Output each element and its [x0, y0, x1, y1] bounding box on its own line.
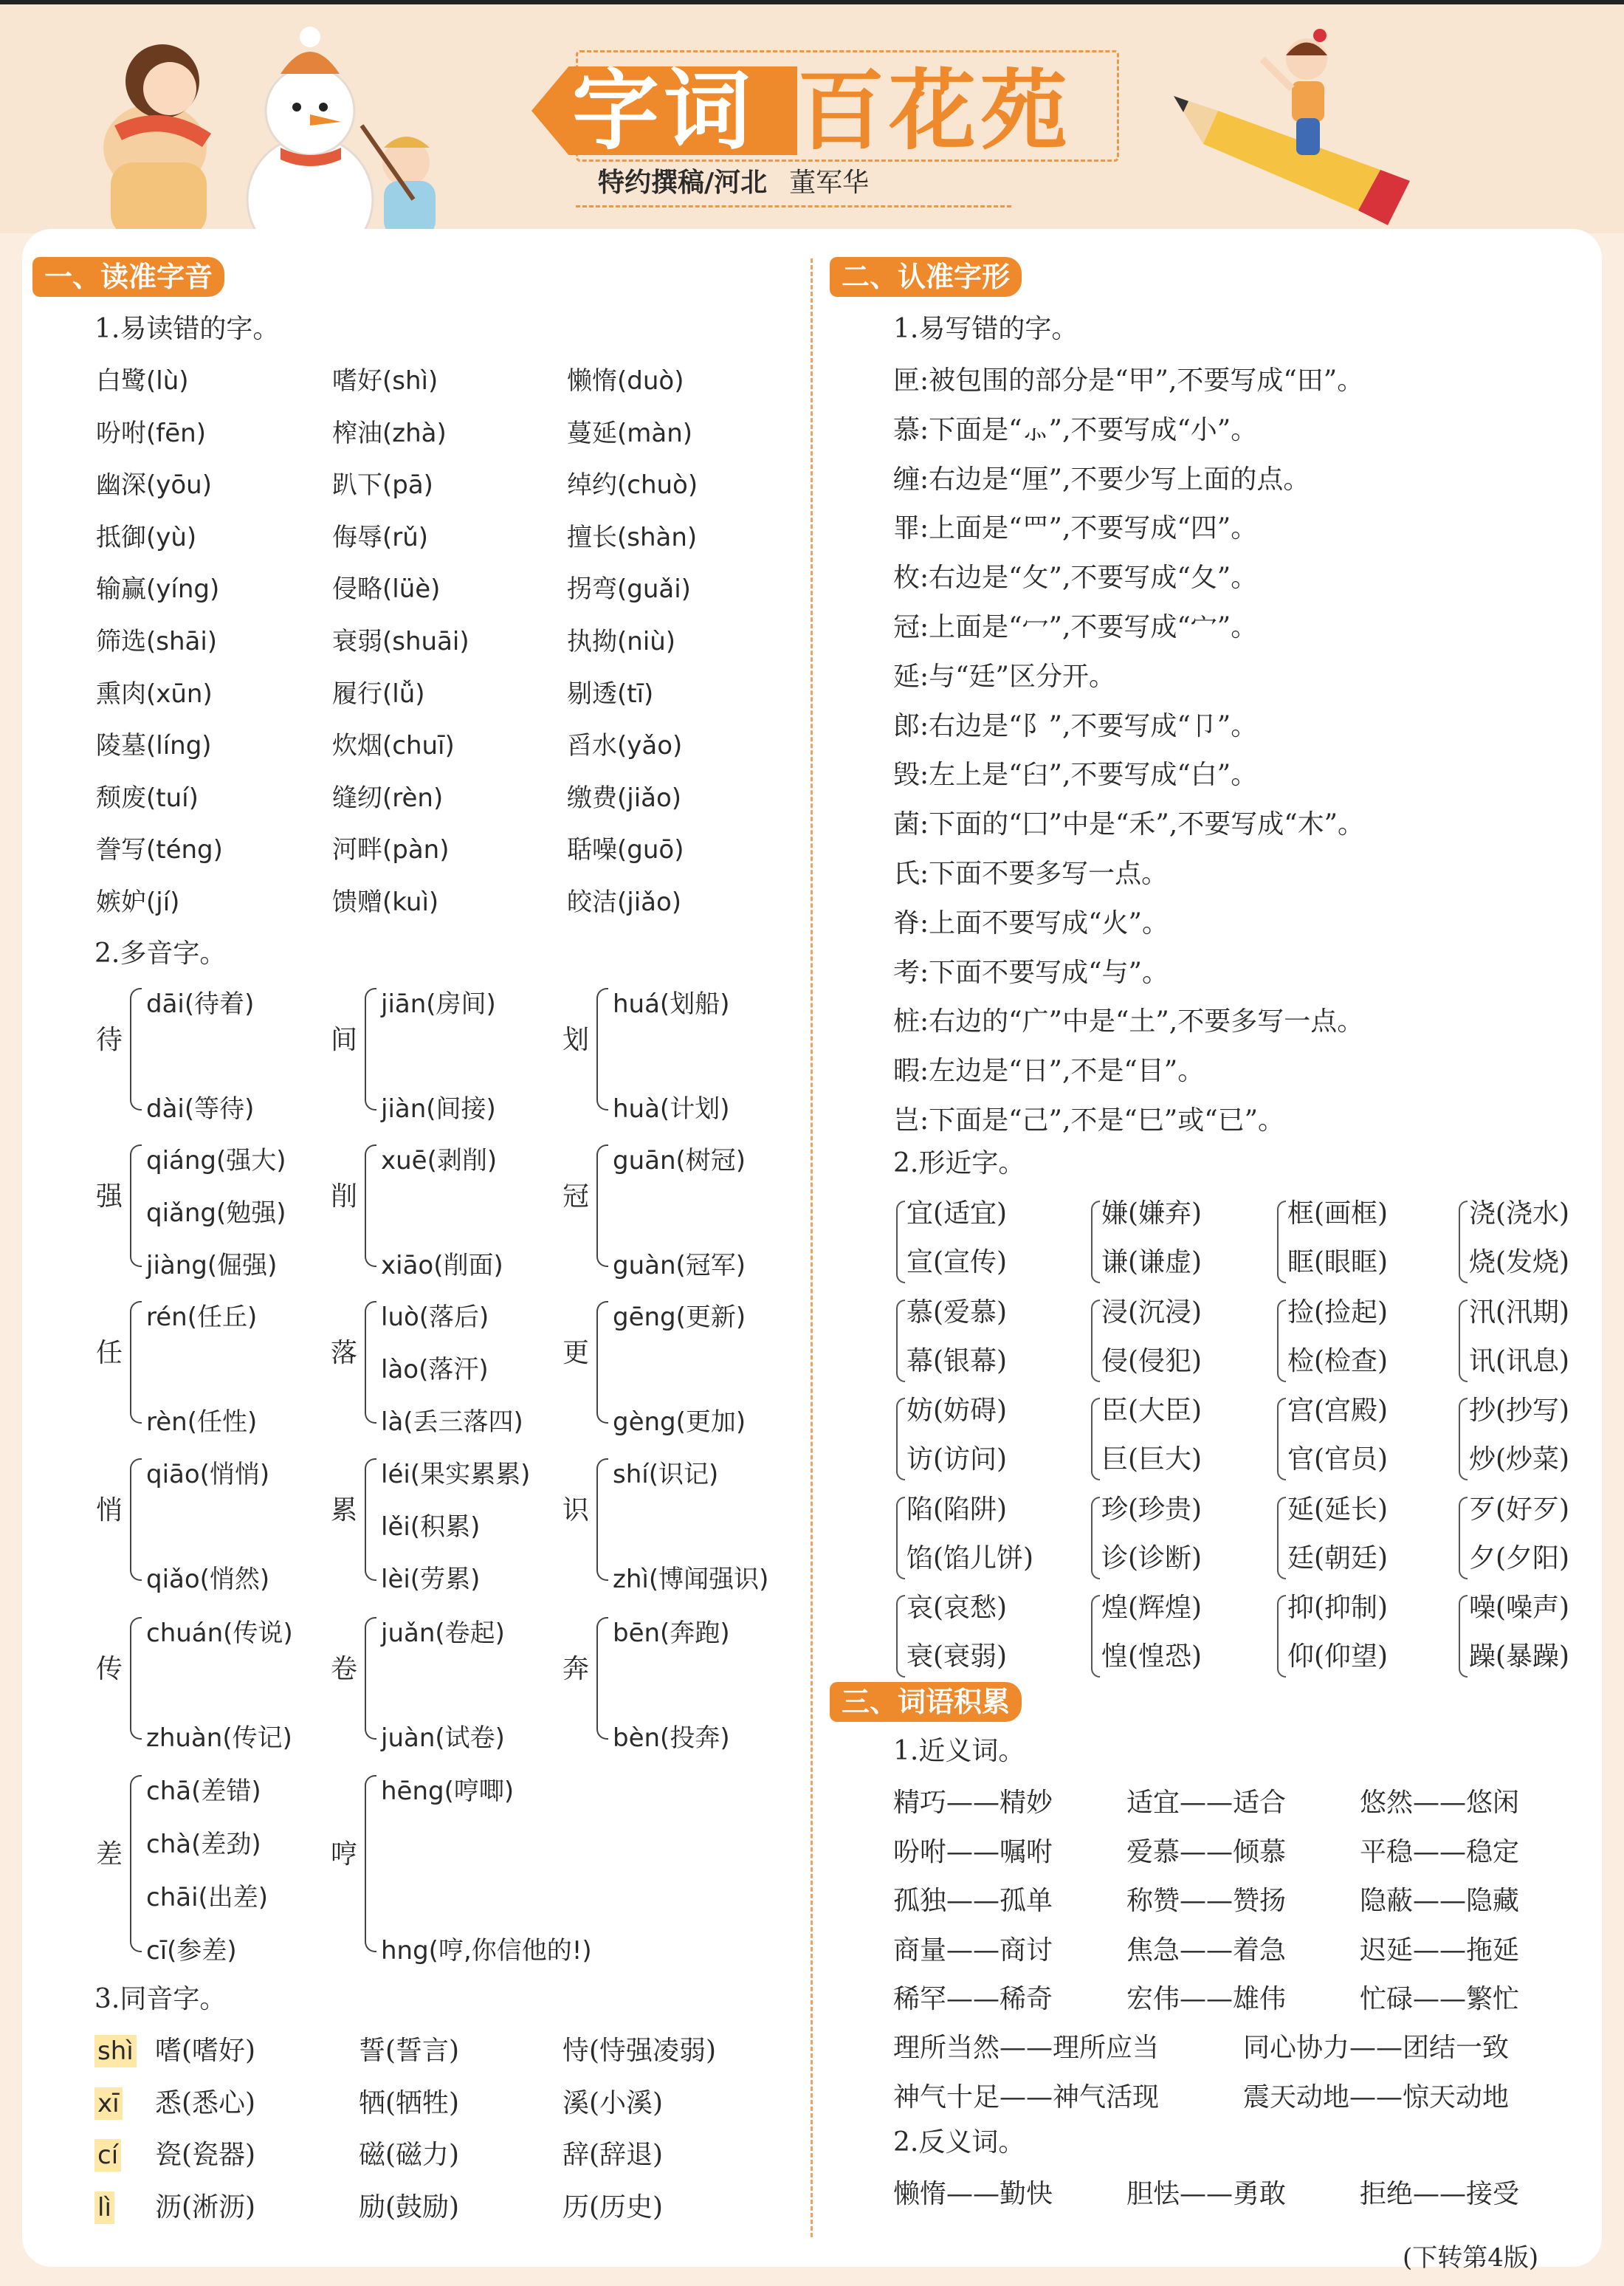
pair-bracket — [896, 1201, 905, 1283]
polyphone-char: 待 — [96, 1025, 123, 1055]
polyphone-reading: zhuàn(传记) — [146, 1723, 292, 1753]
pair-bracket — [1091, 1398, 1100, 1480]
snowman-illustration — [66, 15, 480, 236]
pinyin-entry: 趴下(pā) — [332, 470, 433, 501]
brace — [365, 1775, 376, 1952]
similar-char: 哀(哀愁) — [906, 1593, 1008, 1623]
rule-line: 慕:下面是“⺗”,不要写成“小”。 — [893, 414, 1258, 445]
pinyin-entry: 侮辱(rǔ) — [332, 522, 429, 552]
synonym-idiom: 震天动地——惊天动地 — [1243, 2081, 1510, 2112]
synonym-pair: 爱慕——倾慕 — [1126, 1836, 1287, 1867]
polyphone-reading: bēn(奔跑) — [613, 1619, 730, 1648]
pinyin-entry: 输赢(yíng) — [96, 574, 220, 605]
synonym-idiom: 同心协力——团结一致 — [1243, 2033, 1510, 2063]
polyphone-reading: dāi(待着) — [146, 989, 255, 1019]
polyphone-reading: chà(差劲) — [146, 1830, 261, 1859]
similar-char: 检(检查) — [1287, 1345, 1389, 1376]
polyphone-reading: juàn(试卷) — [381, 1723, 505, 1753]
pinyin-entry: 蔓延(màn) — [567, 418, 693, 448]
homophone-word: 恃(恃强凌弱) — [562, 2036, 717, 2066]
title-part-b: 百花苑 — [797, 60, 1073, 162]
pencil-illustration — [1159, 15, 1439, 236]
column-divider — [811, 258, 813, 2237]
pair-bracket — [1091, 1201, 1100, 1283]
polyphone-reading: huá(划船) — [613, 989, 730, 1019]
polyphone-reading: cī(参差) — [146, 1936, 237, 1966]
polyphone-char: 间 — [331, 1025, 358, 1055]
brace — [596, 1144, 608, 1267]
similar-char: 官(官员) — [1287, 1444, 1389, 1475]
rule-line: 缠:右边是“厘”,不要少写上面的点。 — [893, 464, 1310, 495]
polyphone-reading: léi(果实累累) — [381, 1460, 531, 1489]
pair-bracket — [1459, 1201, 1468, 1283]
pinyin-entry: 抵御(yù) — [96, 522, 197, 552]
rule-line: 郎:右边是“阝”,不要写成“卩”。 — [893, 710, 1258, 741]
pinyin-entry: 缴费(jiǎo) — [567, 783, 682, 813]
polyphone-reading: gèng(更加) — [613, 1407, 746, 1437]
pinyin-entry: 聒噪(guō) — [567, 835, 684, 865]
pair-bracket — [1277, 1398, 1286, 1480]
polyphone-reading: xiāo(削面) — [381, 1251, 503, 1280]
homophone-word: 励(鼓励) — [359, 2191, 460, 2222]
similar-char: 谦(谦虚) — [1101, 1247, 1202, 1277]
polyphone-reading: jiān(房间) — [381, 989, 496, 1019]
synonym-pair: 迟延——拖延 — [1360, 1935, 1520, 1966]
pinyin-entry: 剔透(tī) — [567, 679, 654, 709]
similar-char: 抄(抄写) — [1469, 1396, 1570, 1426]
polyphone-reading: lào(落汗) — [381, 1355, 489, 1384]
brace — [130, 1301, 142, 1424]
polyphone-char: 卷 — [331, 1654, 358, 1684]
pair-bracket — [1459, 1595, 1468, 1678]
pinyin-entry: 绰约(chuò) — [567, 470, 698, 501]
similar-char: 慕(爱慕) — [906, 1297, 1008, 1328]
similar-char: 仰(仰望) — [1287, 1641, 1389, 1672]
polyphone-char: 强 — [96, 1181, 123, 1212]
similar-char: 夕(夕阳) — [1469, 1542, 1570, 1573]
synonym-pair: 平稳——稳定 — [1360, 1836, 1520, 1867]
polyphone-reading: jiàng(倔强) — [146, 1251, 278, 1280]
similar-char: 炒(炒菜) — [1469, 1444, 1570, 1475]
rule-line: 桩:右边的“广”中是“土”,不要多写一点。 — [893, 1006, 1364, 1037]
similar-char: 妨(妨碍) — [906, 1396, 1008, 1426]
pinyin-entry: 炊烟(chuī) — [332, 731, 455, 761]
rule-line: 匣:被包围的部分是“甲”,不要写成“田”。 — [893, 365, 1364, 396]
pair-bracket — [1091, 1497, 1100, 1579]
similar-char: 煌(辉煌) — [1101, 1593, 1202, 1623]
pair-bracket — [896, 1497, 905, 1579]
byline — [576, 161, 1011, 207]
synonym-idiom: 神气十足——神气活现 — [893, 2081, 1160, 2112]
polyphone-reading: chāi(出差) — [146, 1883, 269, 1912]
polyphone-reading: zhì(博闻强识) — [613, 1565, 769, 1594]
similar-char: 浇(浇水) — [1469, 1198, 1570, 1229]
pinyin-entry: 熏肉(xūn) — [96, 679, 213, 709]
similar-char: 衰(衰弱) — [906, 1641, 1008, 1672]
similar-char: 宫(宫殿) — [1287, 1396, 1389, 1426]
polyphone-reading: jiàn(间接) — [381, 1094, 496, 1124]
similar-char: 噪(噪声) — [1469, 1593, 1570, 1623]
rule-line: 罪:上面是“罒”,不要写成“四”。 — [893, 513, 1258, 544]
synonym-pair: 忙碌——繁忙 — [1360, 1984, 1520, 2015]
antonym-pair: 拒绝——接受 — [1360, 2179, 1520, 2209]
byline-author: 董军华 — [789, 168, 870, 198]
polyphone-reading: bèn(投奔) — [613, 1723, 730, 1753]
s2-part1-label: 1.易写错的字。 — [893, 314, 1078, 344]
pinyin-entry: 颓废(tuí) — [96, 783, 199, 813]
polyphone-char: 任 — [96, 1338, 123, 1368]
pinyin-entry: 缝纫(rèn) — [332, 783, 444, 813]
polyphone-reading: hng(哼,你信他的!) — [381, 1936, 592, 1966]
s1-part1-label: 1.易读错的字。 — [94, 314, 280, 344]
synonym-pair: 称赞——赞扬 — [1126, 1886, 1287, 1917]
similar-char: 捡(捡起) — [1287, 1297, 1389, 1328]
polyphone-char: 累 — [331, 1495, 358, 1525]
similar-char: 浸(沉浸) — [1101, 1297, 1202, 1328]
polyphone-reading: huà(计划) — [613, 1094, 730, 1124]
pair-bracket — [896, 1300, 905, 1382]
polyphone-reading: hēng(哼唧) — [381, 1777, 515, 1806]
pinyin-entry: 白鹭(lù) — [96, 366, 189, 396]
similar-char: 臣(大臣) — [1101, 1396, 1202, 1426]
pair-bracket — [896, 1595, 905, 1678]
polyphone-reading: qiǎo(悄然) — [146, 1565, 270, 1594]
pinyin-entry: 懒惰(duò) — [567, 366, 684, 396]
pair-bracket — [1459, 1398, 1468, 1480]
polyphone-reading: gēng(更新) — [613, 1302, 746, 1332]
similar-char: 框(画框) — [1287, 1198, 1389, 1229]
similar-char: 讯(讯息) — [1469, 1345, 1570, 1376]
synonym-pair: 孤独——孤单 — [893, 1886, 1053, 1917]
pinyin-entry: 皎洁(jiǎo) — [567, 888, 682, 917]
polyphone-reading: qiāo(悄悄) — [146, 1460, 270, 1489]
similar-char: 廷(朝廷) — [1287, 1542, 1389, 1573]
continued-note: (下转第4版) — [1403, 2243, 1539, 2273]
similar-char: 诊(诊断) — [1101, 1542, 1202, 1573]
pinyin-entry: 擅长(shàn) — [567, 522, 698, 552]
polyphone-reading: chā(差错) — [146, 1777, 261, 1806]
byline-source: 特约撰稿/河北 — [598, 168, 768, 198]
polyphone-reading: rèn(任性) — [146, 1407, 258, 1437]
rule-line: 枚:右边是“攵”,不要写成“夂”。 — [893, 563, 1258, 594]
homophone-word: 牺(牺牲) — [359, 2087, 460, 2118]
rule-line: 毁:左上是“臼”,不要写成“白”。 — [893, 760, 1258, 791]
brace — [365, 1617, 376, 1740]
homophone-word: 嗜(嗜好) — [155, 2036, 256, 2066]
synonym-pair: 焦急——着急 — [1126, 1935, 1287, 1966]
s1-part2-label: 2.多音字。 — [94, 938, 227, 969]
s3-part1-label: 1.近义词。 — [893, 1736, 1025, 1766]
pinyin-entry: 舀水(yǎo) — [567, 731, 683, 761]
similar-char: 歹(好歹) — [1469, 1494, 1570, 1525]
polyphone-reading: dài(等待) — [146, 1094, 255, 1124]
rule-line: 冠:上面是“冖”,不要写成“宀”。 — [893, 612, 1258, 642]
similar-char: 馅(馅儿饼) — [906, 1542, 1034, 1573]
pair-bracket — [1277, 1300, 1286, 1382]
homophone-word: 瓷(瓷器) — [155, 2140, 256, 2170]
synonym-pair: 商量——商讨 — [893, 1935, 1053, 1966]
polyphone-char: 哼 — [331, 1839, 358, 1870]
similar-char: 宜(适宜) — [906, 1198, 1008, 1229]
synonym-pair: 吩咐——嘱咐 — [893, 1836, 1053, 1867]
pair-bracket — [1277, 1497, 1286, 1579]
pair-bracket — [1459, 1300, 1468, 1382]
homophone-word: 历(历史) — [562, 2191, 664, 2222]
homophone-pinyin: lì — [94, 2191, 114, 2224]
brace — [365, 1144, 376, 1267]
rule-line: 暇:左边是“日”,不是“目”。 — [893, 1056, 1205, 1087]
similar-char: 躁(暴躁) — [1469, 1641, 1570, 1672]
synonym-pair: 悠然——悠闲 — [1360, 1788, 1520, 1818]
similar-char: 嫌(嫌弃) — [1101, 1198, 1202, 1229]
antonym-pair: 懒惰——勤快 — [893, 2179, 1053, 2209]
section-3-heading: 三、词语积累 — [830, 1682, 1022, 1722]
polyphone-char: 悄 — [96, 1495, 123, 1525]
polyphone-reading: lěi(积累) — [381, 1512, 481, 1542]
similar-char: 珍(珍贵) — [1101, 1494, 1202, 1525]
brace — [596, 1617, 608, 1740]
similar-char: 陷(陷阱) — [906, 1494, 1008, 1525]
pinyin-entry: 幽深(yōu) — [96, 470, 213, 501]
rule-line: 延:与“廷”区分开。 — [893, 661, 1115, 692]
synonym-pair: 宏伟——雄伟 — [1126, 1984, 1287, 2015]
similar-char: 巨(巨大) — [1101, 1444, 1202, 1475]
pair-bracket — [1459, 1497, 1468, 1579]
brace — [596, 1458, 608, 1581]
brace — [596, 1301, 608, 1424]
s3-part2-label: 2.反义词。 — [893, 2127, 1025, 2158]
polyphone-char: 划 — [562, 1025, 590, 1055]
brace — [365, 988, 376, 1111]
polyphone-reading: là(丢三落四) — [381, 1407, 523, 1437]
pinyin-entry: 执拗(niù) — [567, 627, 676, 656]
polyphone-char: 传 — [96, 1654, 123, 1684]
homophone-pinyin: xī — [94, 2087, 123, 2120]
pair-bracket — [1277, 1201, 1286, 1283]
pinyin-entry: 河畔(pàn) — [332, 835, 450, 865]
synonym-pair: 隐蔽——隐藏 — [1360, 1886, 1520, 1917]
homophone-pinyin: cí — [94, 2139, 121, 2172]
brace — [130, 1775, 142, 1952]
pair-bracket — [1091, 1595, 1100, 1678]
similar-char: 幕(银幕) — [906, 1345, 1008, 1376]
pair-bracket — [896, 1398, 905, 1480]
similar-char: 延(延长) — [1287, 1494, 1389, 1525]
rule-line: 岂:下面是“己”,不是“巳”或“已”。 — [893, 1105, 1284, 1136]
brace — [130, 1617, 142, 1740]
homophone-pinyin: shì — [94, 2035, 137, 2067]
pair-bracket — [1091, 1300, 1100, 1382]
polyphone-reading: xuē(剥削) — [381, 1146, 498, 1175]
similar-char: 眶(眼眶) — [1287, 1247, 1389, 1277]
s1-part3-label: 3.同音字。 — [94, 1984, 227, 2014]
synonym-idiom: 理所当然——理所应当 — [893, 2033, 1160, 2063]
homophone-word: 磁(磁力) — [359, 2140, 460, 2170]
polyphone-reading: chuán(传说) — [146, 1619, 293, 1648]
s2-part2-label: 2.形近字。 — [893, 1148, 1025, 1178]
polyphone-char: 削 — [331, 1181, 358, 1212]
rule-line: 氏:下面不要多写一点。 — [893, 859, 1169, 889]
similar-char: 烧(发烧) — [1469, 1247, 1570, 1277]
pinyin-entry: 嫉妒(jí) — [96, 888, 180, 917]
brace — [130, 1458, 142, 1581]
polyphone-char: 识 — [562, 1495, 590, 1525]
similar-char: 汛(汛期) — [1469, 1297, 1570, 1328]
section-2-heading: 二、认准字形 — [830, 257, 1022, 297]
polyphone-reading: shí(识记) — [613, 1460, 719, 1489]
pinyin-entry: 馈赠(kuì) — [332, 888, 439, 917]
pinyin-entry: 筛选(shāi) — [96, 627, 218, 656]
brace — [365, 1301, 376, 1424]
brace — [130, 1144, 142, 1267]
brace — [596, 988, 608, 1111]
polyphone-reading: qiáng(强大) — [146, 1146, 286, 1175]
pinyin-entry: 嗜好(shì) — [332, 366, 438, 396]
polyphone-reading: luò(落后) — [381, 1302, 489, 1332]
polyphone-char: 差 — [96, 1839, 123, 1870]
homophone-word: 誓(誓言) — [359, 2036, 460, 2066]
similar-char: 侵(侵犯) — [1101, 1345, 1202, 1376]
pinyin-entry: 榨油(zhà) — [332, 418, 447, 448]
pinyin-entry: 侵略(lüè) — [332, 574, 441, 605]
pinyin-entry: 衰弱(shuāi) — [332, 627, 469, 656]
polyphone-reading: guàn(冠军) — [613, 1251, 746, 1280]
polyphone-char: 更 — [562, 1338, 590, 1368]
polyphone-char: 落 — [331, 1338, 358, 1368]
antonym-pair: 胆怯——勇敢 — [1126, 2179, 1287, 2209]
pinyin-entry: 誊写(téng) — [96, 835, 223, 865]
section-1-heading: 一、读准字音 — [32, 257, 224, 297]
synonym-pair: 稀罕——稀奇 — [893, 1984, 1053, 2015]
polyphone-char: 奔 — [562, 1654, 590, 1684]
polyphone-char: 冠 — [562, 1181, 590, 1212]
brace — [365, 1458, 376, 1581]
polyphone-reading: lèi(劳累) — [381, 1565, 481, 1594]
polyphone-reading: juǎn(卷起) — [381, 1619, 505, 1648]
similar-char: 惶(惶恐) — [1101, 1641, 1202, 1672]
rule-line: 菌:下面的“囗”中是“禾”,不要写成“木”。 — [893, 809, 1364, 840]
homophone-word: 悉(悉心) — [155, 2087, 256, 2118]
homophone-word: 辞(辞退) — [562, 2140, 664, 2170]
pinyin-entry: 履行(lǚ) — [332, 679, 425, 709]
rule-line: 脊:上面不要写成“火”。 — [893, 907, 1169, 938]
title-part-a: 字词 — [572, 60, 756, 162]
similar-char: 宣(宣传) — [906, 1247, 1008, 1277]
pinyin-entry: 拐弯(guǎi) — [567, 574, 691, 605]
pinyin-entry: 吩咐(fēn) — [96, 418, 206, 448]
masthead — [531, 50, 1115, 213]
polyphone-reading: qiǎng(勉强) — [146, 1198, 286, 1228]
synonym-pair: 精巧——精妙 — [893, 1788, 1053, 1818]
homophone-word: 沥(淅沥) — [155, 2191, 256, 2222]
polyphone-reading: rén(任丘) — [146, 1302, 258, 1332]
similar-char: 访(访问) — [906, 1444, 1008, 1475]
homophone-word: 溪(小溪) — [562, 2087, 664, 2118]
rule-line: 考:下面不要写成“与”。 — [893, 957, 1169, 988]
pair-bracket — [1277, 1595, 1286, 1678]
similar-char: 抑(抑制) — [1287, 1593, 1389, 1623]
brace — [130, 988, 142, 1111]
polyphone-reading: guān(树冠) — [613, 1146, 746, 1175]
synonym-pair: 适宜——适合 — [1126, 1788, 1287, 1818]
pinyin-entry: 陵墓(líng) — [96, 731, 212, 761]
